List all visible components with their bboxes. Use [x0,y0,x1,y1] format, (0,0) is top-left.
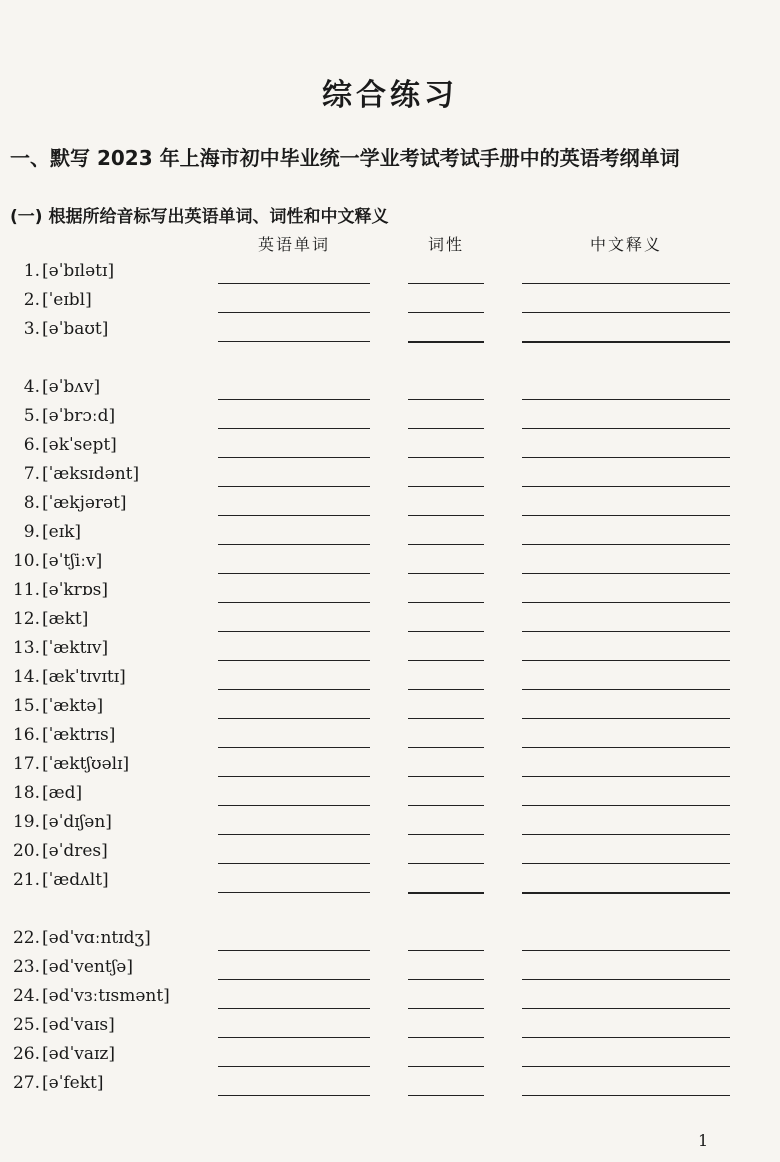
pos-blank[interactable] [408,515,484,516]
pos-blank[interactable] [408,486,484,487]
pos-blank[interactable] [408,631,484,632]
word-blank[interactable] [218,457,370,458]
word-blank[interactable] [218,544,370,545]
word-blank[interactable] [218,892,370,893]
pos-blank[interactable] [408,805,484,806]
item-number: 3. [23,319,40,339]
pos-blank-extra[interactable] [408,893,484,894]
pos-blank-extra[interactable] [408,342,484,343]
word-blank[interactable] [218,689,370,690]
word-blank[interactable] [218,950,370,951]
item-number: 14. [12,667,40,687]
exercise-row [0,1069,780,1098]
pos-blank[interactable] [408,457,484,458]
phonetic-transcription: [əˈkrɒs] [42,580,109,600]
meaning-blank[interactable] [522,573,730,574]
item-number: 10. [12,551,40,571]
word-blank[interactable] [218,399,370,400]
pos-blank[interactable] [408,283,484,284]
pos-blank[interactable] [408,1066,484,1067]
phonetic-transcription: [ˈeɪbl] [42,290,92,310]
exercise-row [0,373,780,402]
page-number: 1 [698,1131,709,1150]
exercise-row [0,721,780,750]
meaning-blank[interactable] [522,602,730,603]
sub-title: (一) 根据所给音标写出英语单词、词性和中文释义 [10,207,389,227]
exercise-row [0,1040,780,1069]
item-number: 15. [12,696,40,716]
exercise-row [0,402,780,431]
item-number: 27. [12,1073,40,1093]
meaning-blank[interactable] [522,834,730,835]
item-number: 11. [12,580,40,600]
phonetic-transcription: [əkˈsept] [42,435,117,455]
item-number: 22. [12,928,40,948]
exercise-row [0,431,780,460]
meaning-blank[interactable] [522,283,730,284]
phonetic-transcription: [ˈædʌlt] [42,870,109,890]
exercise-row [0,924,780,953]
meaning-blank-extra[interactable] [522,342,730,343]
phonetic-transcription: [əˈbʌv] [42,377,101,397]
word-blank[interactable] [218,602,370,603]
pos-blank[interactable] [408,544,484,545]
meaning-blank[interactable] [522,718,730,719]
item-number: 7. [23,464,40,484]
exercise-row [0,634,780,663]
phonetic-transcription: [əˈbaʊt] [42,319,109,339]
exercise-row [0,982,780,1011]
phonetic-transcription: [əˈbɪlətɪ] [42,261,115,281]
word-blank[interactable] [218,283,370,284]
word-blank[interactable] [218,863,370,864]
exercise-row [0,286,780,315]
meaning-blank[interactable] [522,1066,730,1067]
item-number: 17. [12,754,40,774]
exercise-row [0,779,780,808]
word-blank[interactable] [218,515,370,516]
meaning-blank[interactable] [522,1095,730,1096]
exercise-row [0,837,780,866]
meaning-blank[interactable] [522,544,730,545]
exercise-row [0,866,780,895]
phonetic-transcription: [əˈfekt] [42,1073,104,1093]
meaning-blank[interactable] [522,950,730,951]
meaning-blank[interactable] [522,1037,730,1038]
exercise-row [0,663,780,692]
meaning-blank[interactable] [522,660,730,661]
word-blank[interactable] [218,979,370,980]
pos-blank[interactable] [408,399,484,400]
word-blank[interactable] [218,1037,370,1038]
item-number: 4. [23,377,40,397]
column-header-pos: 词性 [427,235,464,254]
exercise-row [0,692,780,721]
pos-blank[interactable] [408,602,484,603]
item-number: 2. [23,290,40,310]
phonetic-transcription: [əˈtʃiːv] [42,551,103,571]
pos-blank[interactable] [408,428,484,429]
meaning-blank[interactable] [522,631,730,632]
meaning-blank[interactable] [522,515,730,516]
phonetic-transcription: [ækˈtɪvɪtɪ] [42,667,126,687]
item-number: 6. [23,435,40,455]
phonetic-transcription: [eɪk] [42,522,82,542]
pos-blank[interactable] [408,718,484,719]
pos-blank[interactable] [408,863,484,864]
meaning-blank[interactable] [522,399,730,400]
column-header-word: 英语单词 [257,235,330,254]
pos-blank[interactable] [408,747,484,748]
pos-blank[interactable] [408,1037,484,1038]
exercise-row [0,605,780,634]
exercise-row [0,257,780,286]
exercise-row [0,576,780,605]
pos-blank[interactable] [408,1095,484,1096]
phonetic-transcription: [ˈæktɪv] [42,638,109,658]
page-title: 综合练习 [322,78,458,113]
item-number: 16. [12,725,40,745]
meaning-blank[interactable] [522,863,730,864]
meaning-blank[interactable] [522,776,730,777]
phonetic-transcription: [əˈdɪʃən] [42,812,112,832]
pos-blank[interactable] [408,834,484,835]
meaning-blank[interactable] [522,428,730,429]
word-blank[interactable] [218,1008,370,1009]
meaning-blank[interactable] [522,979,730,980]
item-number: 26. [12,1044,40,1064]
phonetic-transcription: [ˈæktʃʊəlɪ] [42,754,130,774]
pos-blank[interactable] [408,689,484,690]
meaning-blank[interactable] [522,1008,730,1009]
word-blank[interactable] [218,573,370,574]
word-blank[interactable] [218,660,370,661]
column-header-meaning: 中文释义 [589,235,662,254]
phonetic-transcription: [ækt] [42,609,89,629]
word-blank[interactable] [218,805,370,806]
word-blank[interactable] [218,834,370,835]
meaning-blank-extra[interactable] [522,893,730,894]
item-number: 13. [12,638,40,658]
item-number: 21. [12,870,40,890]
meaning-blank[interactable] [522,747,730,748]
exercise-row [0,547,780,576]
item-number: 20. [12,841,40,861]
word-blank[interactable] [218,341,370,342]
meaning-blank[interactable] [522,457,730,458]
exercise-row [0,1011,780,1040]
word-blank[interactable] [218,631,370,632]
item-number: 9. [23,522,40,542]
phonetic-transcription: [ədˈvaɪs] [42,1015,115,1035]
item-number: 19. [12,812,40,832]
phonetic-transcription: [əˈbrɔːd] [42,406,116,426]
item-number: 12. [12,609,40,629]
phonetic-transcription: [ədˈvɑːntɪdʒ] [42,928,151,948]
pos-blank[interactable] [408,1008,484,1009]
item-number: 18. [12,783,40,803]
phonetic-transcription: [ˈæktə] [42,696,104,716]
meaning-blank[interactable] [522,312,730,313]
phonetic-transcription: [əˈdres] [42,841,108,861]
phonetic-transcription: [ədˈventʃə] [42,957,134,977]
phonetic-transcription: [ədˈvɜːtɪsmənt] [42,986,170,1006]
word-blank[interactable] [218,486,370,487]
pos-blank[interactable] [408,776,484,777]
pos-blank[interactable] [408,950,484,951]
item-number: 25. [12,1015,40,1035]
pos-blank[interactable] [408,660,484,661]
exercise-row [0,808,780,837]
exercise-row [0,518,780,547]
word-blank[interactable] [218,428,370,429]
pos-blank[interactable] [408,312,484,313]
section-title: 一、默写 2023 年上海市初中毕业统一学业考试考试手册中的英语考纲单词 [10,146,680,170]
pos-blank[interactable] [408,573,484,574]
item-number: 5. [23,406,40,426]
item-number: 23. [12,957,40,977]
exercise-row [0,953,780,982]
phonetic-transcription: [ˈæksɪdənt] [42,464,140,484]
exercise-row [0,460,780,489]
exercise-row [0,315,780,344]
word-blank[interactable] [218,312,370,313]
word-blank[interactable] [218,1095,370,1096]
item-number: 24. [12,986,40,1006]
word-blank[interactable] [218,1066,370,1067]
phonetic-transcription: [ədˈvaɪz] [42,1044,116,1064]
phonetic-transcription: [ˈæktrɪs] [42,725,116,745]
pos-blank[interactable] [408,979,484,980]
phonetic-transcription: [æd] [42,783,83,803]
phonetic-transcription: [ˈækjərət] [42,493,127,513]
meaning-blank[interactable] [522,805,730,806]
word-blank[interactable] [218,718,370,719]
exercise-row [0,750,780,779]
item-number: 1. [23,261,40,281]
word-blank[interactable] [218,776,370,777]
meaning-blank[interactable] [522,689,730,690]
exercise-row [0,489,780,518]
word-blank[interactable] [218,747,370,748]
item-number: 8. [23,493,40,513]
meaning-blank[interactable] [522,486,730,487]
